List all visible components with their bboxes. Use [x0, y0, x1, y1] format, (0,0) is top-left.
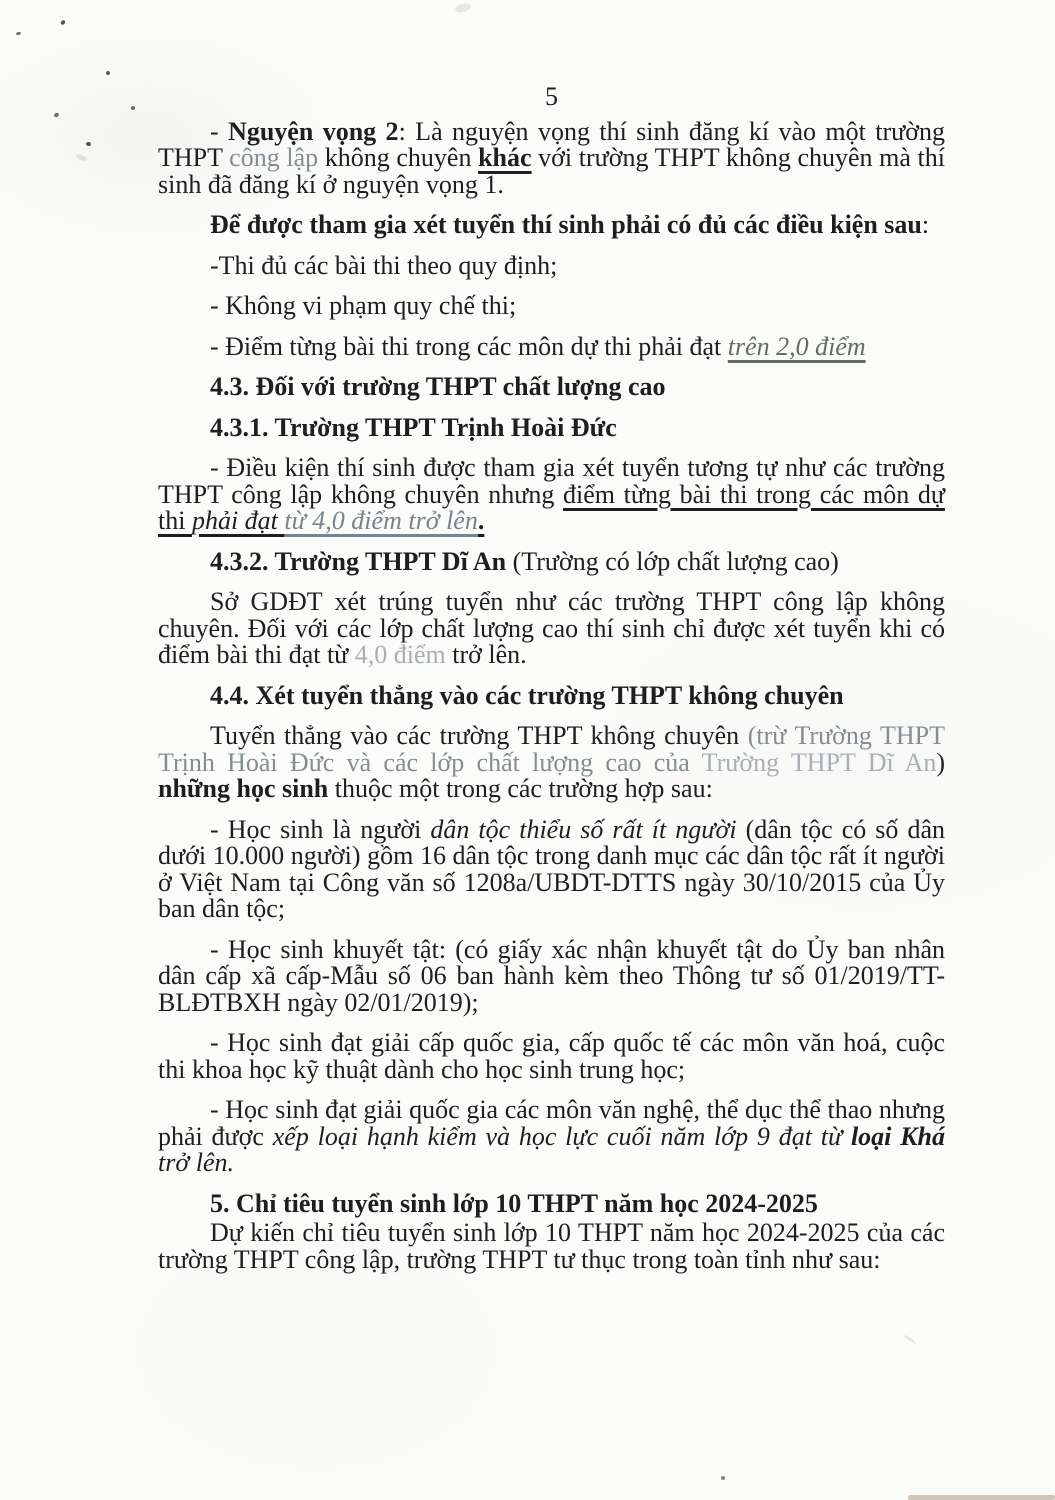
text-segment: trên 2,0 điểm: [727, 331, 866, 361]
text-segment: :: [921, 210, 930, 239]
paragraph: [158, 1030, 945, 1083]
text-segment: 4.4. Xét tuyển thẳng vào các trường THPT không chuyên: [210, 680, 844, 710]
text-segment: trở lên.: [158, 1148, 234, 1177]
text-segment: xếp loại hạnh kiểm và học lực cuối năm lớp 9 đạt từ: [272, 1121, 851, 1151]
text-segment: (dân tộc có số dân dưới 10.000 người) gồm 16 dân tộc trong danh mục các dân tộc rất ít người ở Việt Nam tại Công văn số 1208a/UBDT-DTTS ngày 30/10/2015 của Ủy ban dân tộc;: [158, 814, 945, 923]
section-heading: [158, 680, 945, 710]
scan-speck: [75, 153, 87, 162]
section-heading: [158, 212, 945, 239]
scan-speck: [86, 142, 92, 147]
text-segment: Sở GDĐT xét trúng tuyển như các trường THPT công lập không chuyên. Đối với các lớp chất lượng cao thí sinh chỉ được xét tuyển khi có điểm bài thi đạt từ: [158, 587, 945, 669]
text-segment: 4.3.2. Trường THPT Dĩ An: [210, 546, 513, 576]
paragraph: [158, 455, 945, 535]
text-segment: - Điều kiện thí sinh được tham gia xét tuyển tương tự như các trường THPT công lập không chuyên nhưng: [158, 453, 945, 509]
paragraph: [158, 1097, 945, 1177]
text-segment: .: [477, 506, 485, 535]
text-segment: loại Khá: [850, 1121, 945, 1151]
paragraph: [158, 331, 945, 361]
text-segment: 4.3. Đối với trường THPT chất lượng cao: [210, 372, 666, 401]
scan-speck: [60, 19, 66, 25]
text-segment: Để được tham gia xét tuyển thí sinh phải có đủ các điều kiện sau: [210, 210, 922, 239]
text-segment: thuộc một trong các trường hợp sau:: [328, 774, 713, 803]
text-segment: ): [936, 747, 945, 777]
text-segment: - Học sinh đạt giải cấp quốc gia, cấp quốc tế các môn văn hoá, cuộc thi khoa học kỹ thuật dành cho học sinh trung học;: [158, 1028, 945, 1084]
text-segment: dân tộc thiểu số rất ít người: [430, 814, 737, 844]
scan-speck: [903, 1334, 916, 1344]
section-heading: [158, 374, 945, 401]
text-segment: - Không vi phạm quy chế thi;: [210, 291, 517, 320]
scan-speck: [53, 112, 59, 118]
scan-speck: [106, 71, 110, 75]
scan-speck: [454, 2, 472, 14]
text-segment: trở lên.: [445, 640, 527, 669]
paragraph: [158, 250, 945, 280]
text-segment: không chuyên: [318, 143, 479, 172]
paragraph: [158, 1220, 945, 1273]
paragraph: [158, 116, 945, 199]
text-segment: Trường THPT Dĩ An: [701, 747, 937, 777]
section-heading: [158, 546, 945, 576]
text-segment: 4,0 điểm: [354, 640, 446, 669]
text-segment: (trừ Trường THPT Trịnh Hoài Đức và các lớp chất lượng cao của: [158, 721, 945, 777]
text-segment: phải đạt: [191, 506, 285, 535]
text-segment: - Học sinh đạt giải quốc gia các môn văn nghệ, thể dục thể thao nhưng phải được: [158, 1095, 945, 1151]
paragraph: [158, 293, 945, 320]
scan-speck: [908, 1495, 1055, 1500]
text-segment: công lập: [229, 143, 319, 172]
scan-speck: [16, 31, 22, 35]
scan-speck: [721, 1476, 725, 1480]
text-segment: từ 4,0 điểm trở lên: [284, 506, 478, 535]
paragraph: [158, 934, 945, 1017]
text-segment: điểm từng bài thi trong các môn dự thi: [158, 479, 945, 535]
text-segment: Nguyện vọng 2: [228, 116, 399, 146]
paragraph: [158, 589, 945, 669]
text-segment: (Trường có lớp chất lượng cao): [512, 546, 839, 576]
text-segment: khác: [478, 143, 532, 172]
section-heading: [158, 1188, 945, 1218]
text-segment: 4.3.1. Trường THPT Trịnh Hoài Đức: [210, 412, 617, 442]
paragraph: [158, 814, 945, 923]
text-segment: : Là nguyện vọng thí sinh đăng kí vào một trường THPT: [158, 116, 945, 172]
section-heading: [158, 412, 945, 442]
text-segment: - Học sinh là người: [210, 814, 431, 844]
text-segment: Tuyển thẳng vào các trường THPT không chuyên: [210, 721, 748, 750]
text-segment: -: [210, 116, 229, 146]
document-body: [158, 84, 945, 1287]
text-segment: 5. Chỉ tiêu tuyển sinh lớp 10 THPT năm học 2024-2025: [210, 1188, 818, 1218]
text-segment: -Thi đủ các bài thi theo quy định;: [210, 250, 558, 280]
paragraph: [158, 723, 945, 803]
text-segment: với trường THPT không chuyên mà thí sinh đã đăng kí ở nguyện vọng 1.: [158, 143, 945, 199]
page-number: 5: [545, 82, 558, 111]
scan-speck: [130, 105, 135, 110]
text-segment: - Điểm từng bài thi trong các môn dự thi phải đạt: [210, 331, 728, 361]
text-segment: Dự kiến chỉ tiêu tuyển sinh lớp 10 THPT năm học 2024-2025 của các trường THPT công lập, trường THPT tư thục trong toàn tỉnh như sau:: [158, 1218, 945, 1274]
text-segment: - Học sinh khuyết tật: (có giấy xác nhận khuyết tật do Ủy ban nhân dân cấp xã cấp-Mẫu số 06 ban hành kèm theo Thông tư số 01/2019/TT-BLĐTBXH ngày 02/01/2019);: [158, 934, 945, 1017]
text-segment: những học sinh: [158, 774, 329, 803]
